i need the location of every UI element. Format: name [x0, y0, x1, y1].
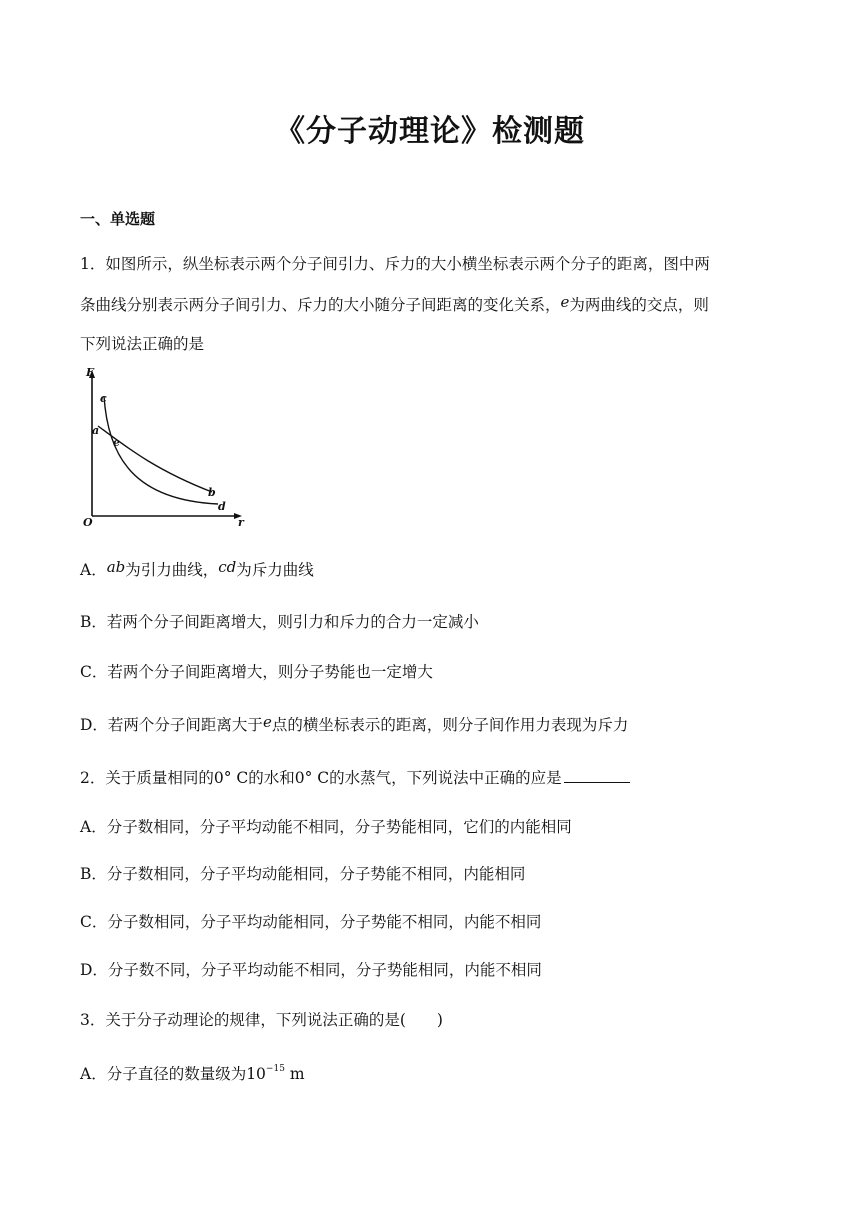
q1-stem-text: 为两曲线的交点，则 — [569, 296, 709, 314]
label-b: b — [208, 486, 216, 499]
q1-stem-line2 — [80, 293, 709, 315]
page-title: 《分子动理论》检测题 — [275, 114, 585, 149]
q2-stem-text: 2．关于质量相同的0° C的水和0° C的水蒸气，下列说法中正确的应是 — [80, 769, 562, 787]
q2-option-c: C．分子数相同，分子平均动能相同，分子势能不相同，内能不相同 — [80, 913, 542, 931]
q2-option-a: A．分子数相同，分子平均动能不相同，分子势能相同，它们的内能相同 — [80, 818, 572, 836]
q1-option-b: B．若两个分子间距离增大，则引力和斥力的合力一定减小 — [80, 613, 479, 631]
q1-stem-text: 条曲线分别表示两分子间引力、斥力的大小随分子间距离的变化关系， — [80, 296, 561, 314]
q2-stem — [80, 766, 630, 788]
label-F: F — [86, 368, 94, 379]
option-text: 点的横坐标表示的距离，则分子间作用力表现为斥力 — [271, 716, 629, 734]
q2-option-d: D．分子数不同，分子平均动能不相同，分子势能相同，内能不相同 — [80, 961, 542, 979]
q3-stem: 3．关于分子动理论的规律，下列说法正确的是( ) — [80, 1011, 443, 1029]
label-d: d — [218, 500, 226, 513]
label-e: e — [113, 436, 120, 449]
q1-var-e: e — [560, 293, 570, 311]
option-label: A． — [80, 561, 107, 579]
section-heading: 一、单选题 — [80, 210, 156, 228]
q1-option-c: C．若两个分子间距离增大，则分子势能也一定增大 — [80, 663, 433, 681]
label-r: r — [238, 516, 244, 528]
label-O: O — [83, 516, 93, 528]
option-text: A．分子直径的数量级为10 — [80, 1065, 266, 1083]
option-text: 为引力曲线， — [125, 561, 219, 579]
var-e: e — [262, 713, 272, 731]
label-c: c — [100, 392, 107, 405]
option-text: 为斥力曲线 — [236, 561, 314, 579]
exponent: −15 — [265, 1063, 285, 1074]
var-cd: cd — [218, 558, 237, 576]
answer-blank — [564, 768, 630, 783]
var-ab: ab — [106, 558, 126, 576]
q1-stem-line3: 下列说法正确的是 — [80, 335, 205, 353]
label-a: a — [92, 424, 100, 437]
q1-option-a — [80, 558, 314, 580]
q1-option-d — [80, 713, 628, 735]
q3-option-a — [80, 1062, 305, 1084]
unit: m — [284, 1065, 305, 1083]
force-distance-figure — [80, 368, 250, 528]
q2-option-b: B．分子数相同，分子平均动能相同，分子势能不相同，内能相同 — [80, 865, 526, 883]
option-text: D．若两个分子间距离大于 — [80, 716, 263, 734]
q1-stem-line1: 1．如图所示，纵坐标表示两个分子间引力、斥力的大小横坐标表示两个分子的距离，图中两 — [80, 255, 710, 273]
